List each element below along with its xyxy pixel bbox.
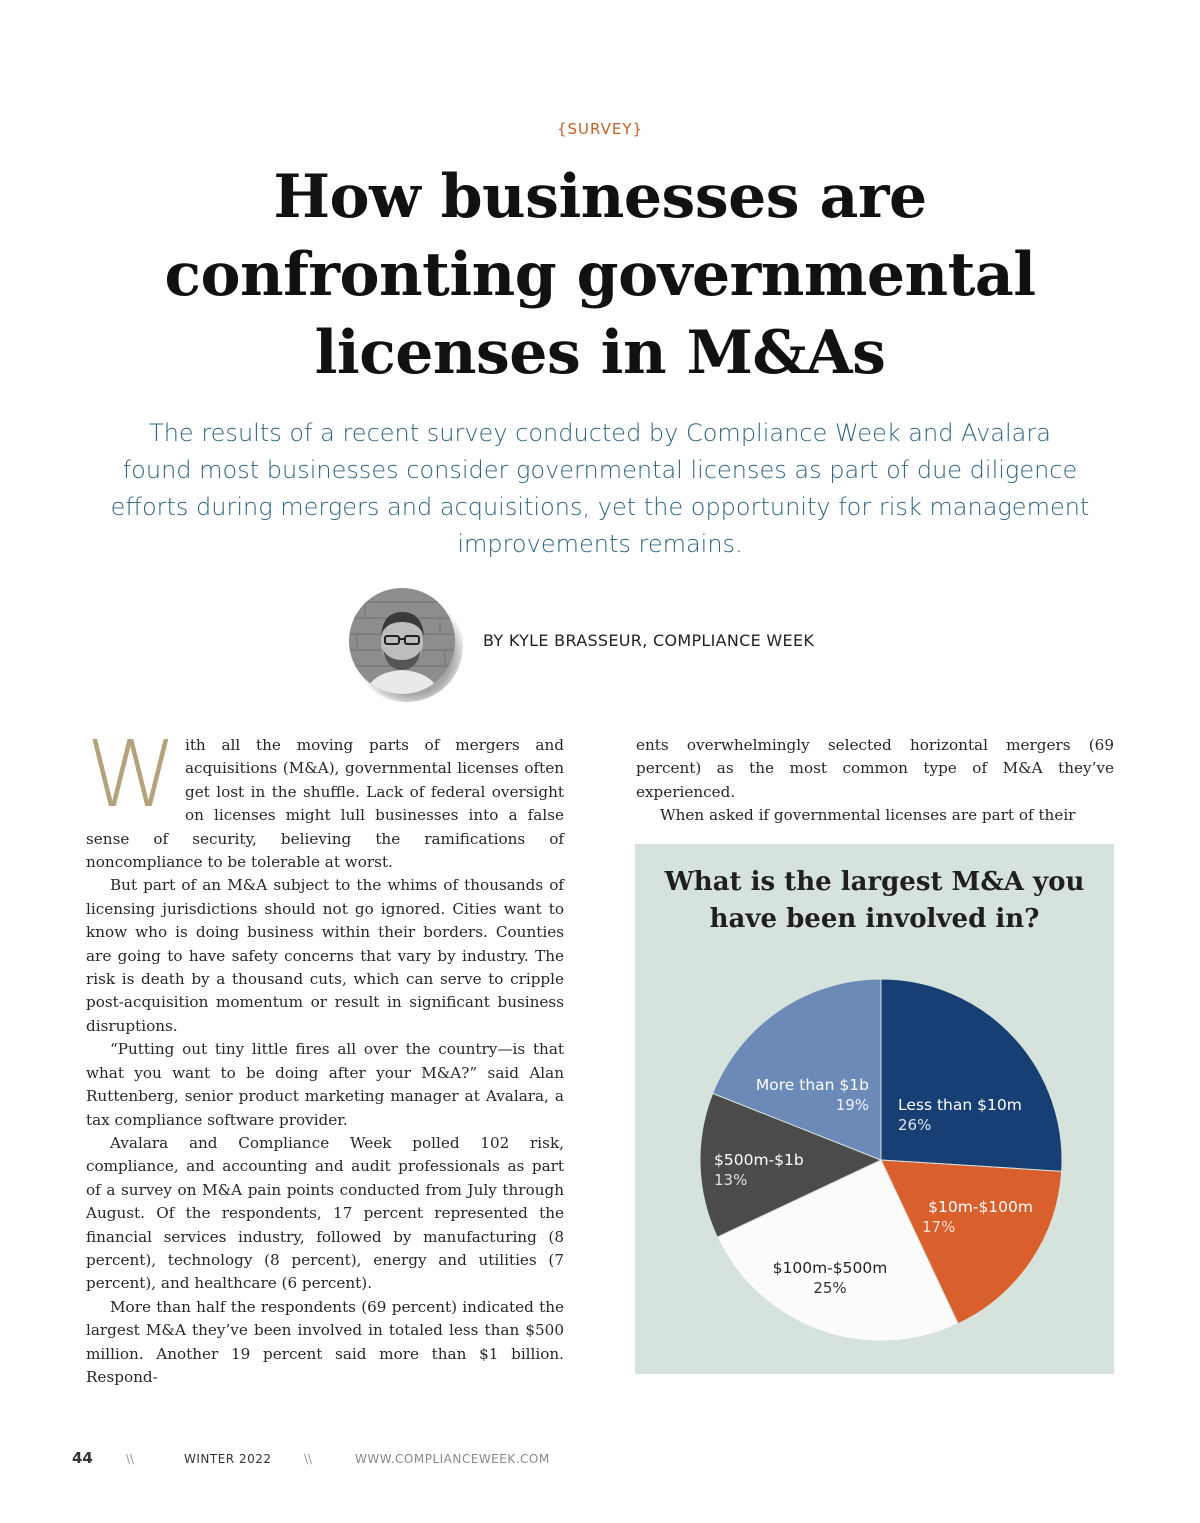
pie-slice-value: 17% (922, 1218, 956, 1236)
headline-line: How businesses are (273, 162, 927, 232)
issue-label: WINTER 2022 (184, 1452, 272, 1466)
article-paragraph: Avalara and Compliance Week polled 102 risk, compliance, and accounting and audit professionals as part of a survey on M&A pain points conducted from July through August. Of the respondents, 17 percent represented the financial services industry, followed by manufacturing (8 percent), technology (8 percent), energy and utilities (7 percent), and healthcare (6 percent). (86, 1133, 564, 1293)
pie-slice-label: $100m-$500m (772, 1259, 888, 1277)
pie-slice-value: 25% (813, 1279, 847, 1297)
dek-line: efforts during mergers and acquisitions, yet the opportunity for risk management (110, 493, 1090, 521)
dek-line: found most businesses consider governmental licenses as part of due diligence (122, 456, 1078, 484)
pie-slice-value: 26% (898, 1116, 932, 1134)
article-paragraph: “Putting out tiny little fires all over the country—is that what you want to be doing after your M&A?” said Alan Ruttenberg, senior product marketing manager at Avalara, a tax compliance software provider. (86, 1040, 564, 1129)
headline-line: confronting governmental (164, 240, 1036, 310)
footer-separator: \\ (304, 1452, 313, 1466)
byline: BY KYLE BRASSEUR, COMPLIANCE WEEK (483, 631, 815, 650)
chart-title-line: have been involved in? (709, 904, 1040, 934)
article-paragraph: But part of an M&A subject to the whims of thousands of licensing jurisdictions should not go ignored. Cities want to know who is doing business within their borders. Counties are going to have safety concerns that vary by industry. The risk is death by a thousand cuts, which can serve to cripple post-acquisition momentum or result in significant business disruptions. (86, 876, 564, 1035)
article-paragraph: ents overwhelmingly selected horizontal mergers (69 percent) as the most common type of M&A they’ve experienced. (636, 736, 1114, 801)
chart-title-line: What is the largest M&A you (664, 867, 1085, 897)
pie-slice-value: 19% (835, 1096, 869, 1114)
dek-line: improvements remains. (457, 530, 743, 558)
dek-line: The results of a recent survey conducted by Compliance Week and Avalara (149, 419, 1051, 447)
pie-slice-label: $10m-$100m (928, 1198, 1033, 1216)
website-url: WWW.COMPLIANCEWEEK.COM (355, 1452, 550, 1466)
article-paragraph: More than half the respondents (69 percent) indicated the largest M&A they’ve been involved in totaled less than $500 million. Another 19 percent said more than $1 billion. Respond- (86, 1297, 564, 1386)
section-tag: {SURVEY} (556, 120, 644, 138)
drop-cap: W (86, 721, 177, 828)
pie-slice (881, 979, 1062, 1171)
pie-slice-label: Less than $10m (898, 1096, 1022, 1114)
headline-line: licenses in M&As (314, 318, 886, 388)
pie-slice-value: 13% (714, 1171, 748, 1189)
footer-separator: \\ (126, 1452, 135, 1466)
pie-slice-label: More than $1b (755, 1076, 869, 1094)
paragraph-text: ith all the moving parts of mergers and acquisitions (M&A), governmental licenses often get lost in the shuffle. Lack of federal oversight on licenses might lull businesses into a false sense of security, believing the ramifications of noncompliance to be tolerable at worst. (86, 736, 564, 872)
article-paragraph: When asked if governmental licenses are part of their (660, 806, 1076, 825)
pie-slice-label: $500m-$1b (714, 1151, 804, 1169)
page-number: 44 (72, 1449, 93, 1467)
